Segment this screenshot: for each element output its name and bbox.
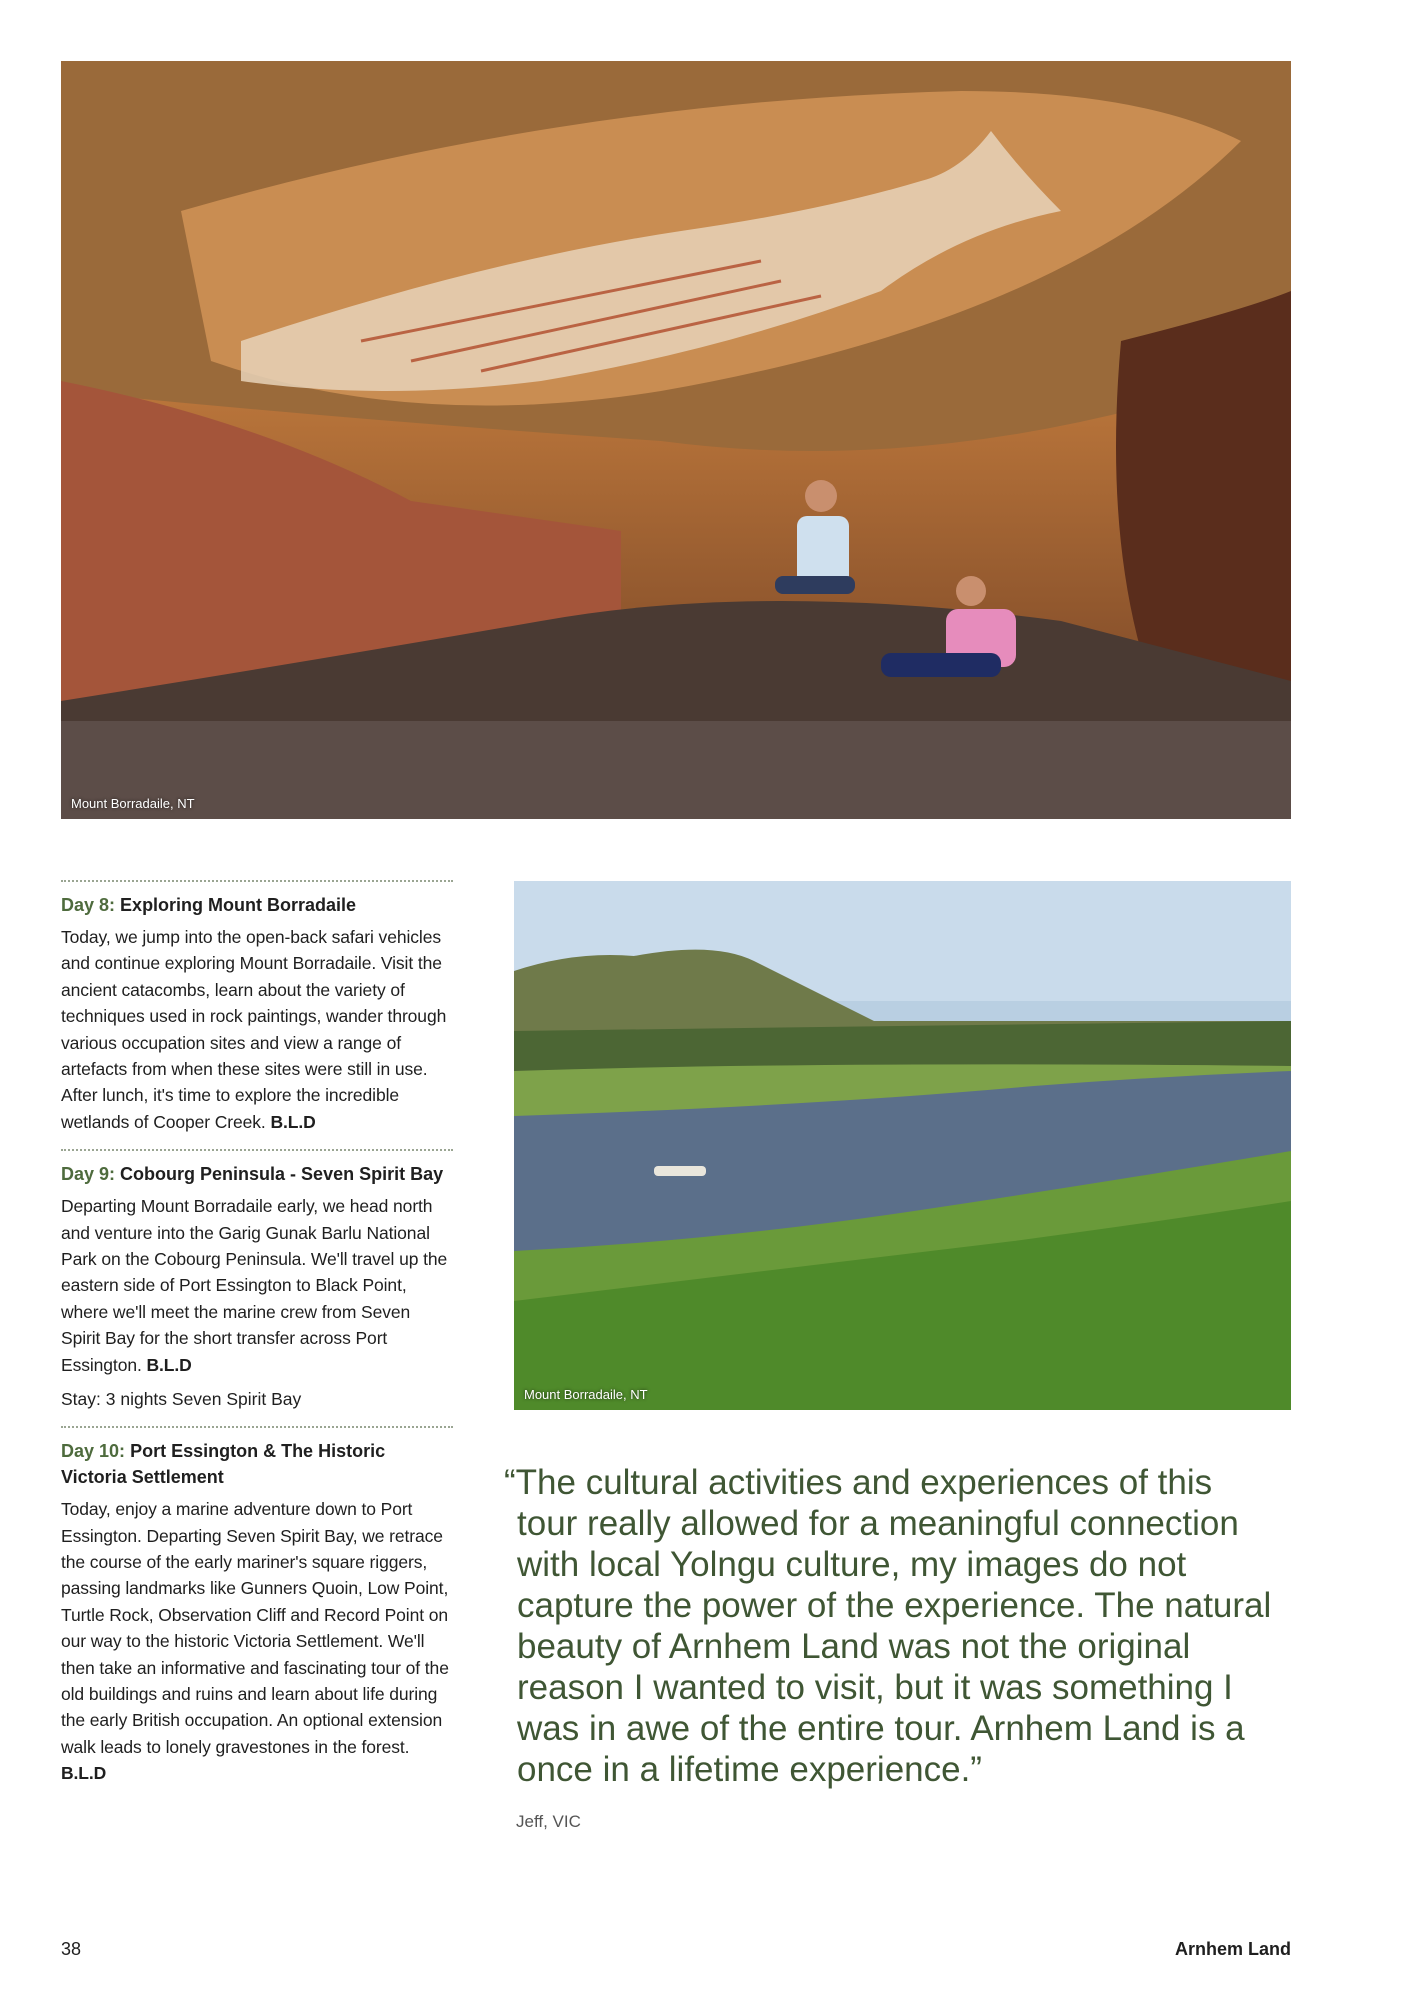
day-9-title: Cobourg Peninsula - Seven Spirit Bay bbox=[120, 1164, 444, 1185]
day-10-section bbox=[61, 1426, 453, 1786]
wetland-landscape-illustration bbox=[514, 881, 1291, 1410]
section-name: Arnhem Land bbox=[1174, 1939, 1291, 1959]
itinerary-column bbox=[61, 880, 453, 1801]
quote-line-7: was in awe of the entire tour. Arnhem Land is a bbox=[517, 1709, 1245, 1748]
day-9-heading bbox=[61, 1161, 453, 1187]
testimonial-author: Jeff, VIC bbox=[516, 1812, 581, 1831]
day-9-meals: B.L.D bbox=[146, 1354, 192, 1375]
hero-photo-caption: Mount Borradaile, NT bbox=[71, 796, 195, 811]
day-9-label: Day 9: bbox=[61, 1164, 116, 1185]
day-8-section bbox=[61, 880, 453, 1135]
day-9-section bbox=[61, 1149, 453, 1412]
quote-line-4: capture the power of the experience. The natural bbox=[517, 1586, 1272, 1625]
testimonial-quote bbox=[504, 1462, 1304, 1790]
quote-line-5: beauty of Arnhem Land was not the original bbox=[517, 1627, 1191, 1666]
day-10-body-paragraph bbox=[61, 1496, 453, 1786]
day-10-meals: B.L.D bbox=[61, 1763, 107, 1784]
day-8-body: Today, we jump into the open-back safari vehicles and continue exploring Mount Borradaile. Visit the ancient catacombs, learn about the variety of techniques used in rock paintings, wander through various occupation sites and view a range of artefacts from when these sites were still in use. After lunch, it's time to explore the incredible wetlands of Cooper Creek. bbox=[61, 927, 447, 1132]
day-9-body: Departing Mount Borradaile early, we head north and venture into the Garig Gunak Barlu National Park on the Cobourg Peninsula. We'll travel up the eastern side of Port Essington to Black Point, where we'll meet the marine crew from Seven Spirit Bay for the short transfer across Port Essington. bbox=[61, 1196, 448, 1375]
hero-photo bbox=[61, 61, 1291, 819]
quote-line-3: with local Yolngu culture, my images do not bbox=[517, 1545, 1187, 1584]
day-8-meals: B.L.D bbox=[270, 1111, 316, 1132]
day-10-body: Today, enjoy a marine adventure down to Port Essington. Departing Seven Spirit Bay, we retrace the course of the early mariner's square riggers, passing landmarks like Gunners Quoin, Low Point, Turtle Rock, Observation Cliff and Record Point on our way to the historic Victoria Settlement. We'll then take an informative and fascinating tour of the old buildings and ruins and learn about life during the early British occupation. An optional extension walk leads to lonely gravestones in the forest. bbox=[61, 1499, 449, 1757]
day-9-body-paragraph bbox=[61, 1193, 453, 1378]
day-8-body-paragraph bbox=[61, 924, 453, 1135]
day-10-title: Port Essington & The Historic Victoria Settlement bbox=[61, 1441, 386, 1488]
wetland-photo-caption: Mount Borradaile, NT bbox=[524, 1387, 648, 1402]
quote-line-6: reason I wanted to visit, but it was something I bbox=[517, 1668, 1233, 1707]
day-8-title: Exploring Mount Borradaile bbox=[120, 895, 357, 915]
page-number: 38 bbox=[61, 1939, 82, 1959]
day-10-label: Day 10: bbox=[61, 1441, 126, 1462]
quote-line-8: once in a lifetime experience.” bbox=[517, 1750, 982, 1789]
day-10-heading bbox=[61, 1438, 453, 1490]
rock-art-cave-illustration bbox=[61, 61, 1291, 819]
quote-line-1: “The cultural activities and experiences of this bbox=[504, 1463, 1213, 1502]
quote-line-2: tour really allowed for a meaningful connection bbox=[517, 1504, 1239, 1543]
day-8-heading bbox=[61, 892, 453, 918]
wetland-photo bbox=[514, 881, 1291, 1410]
day-9-stay: Stay: 3 nights Seven Spirit Bay bbox=[61, 1389, 302, 1410]
day-8-label: Day 8: bbox=[61, 895, 116, 915]
